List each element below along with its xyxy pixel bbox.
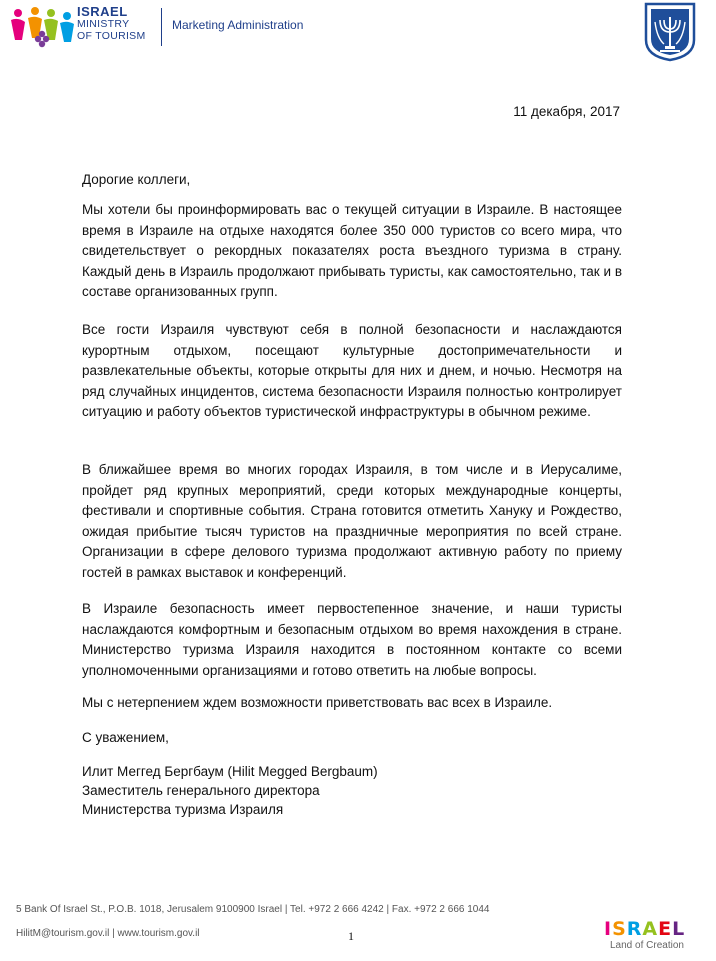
israel-brand-logo xyxy=(604,918,708,958)
header-divider xyxy=(161,8,162,46)
brand-letter: R xyxy=(626,918,643,940)
logo-line-of-tourism: OF TOURISM xyxy=(77,30,146,42)
letter-paragraph: В ближайшее время во многих городах Израиля, в том числе и в Иерусалиме, пройдет ряд крупных мероприятий, среди которых международные концерты, фестивали и спортивные события. Страна готовится отметить Хануку и Рождество, ожидая прибытие тысяч туристов на праздничные мероприятия по всей стране. Организации в сфере делового туризма продолжают активную работу по приему гостей в рамках выставок и конференций. xyxy=(82,462,622,580)
brand-letter: I xyxy=(604,918,613,940)
letter-paragraph: В Израиле безопасность имеет первостепенное значение, и наши туристы наслаждаются комфортным и безопасным отдыхом во время нахождения в стране. Министерство туризма Израиля находится в постоянном контакте со всеми уполномоченными организациями и готово ответить на любые вопросы. xyxy=(82,601,622,678)
brand-letter: S xyxy=(612,918,627,940)
department-name: Marketing Administration xyxy=(172,18,304,32)
letter-date: 11 декабря, 2017 xyxy=(513,104,620,119)
ministry-logo-text xyxy=(77,6,146,42)
letterhead xyxy=(0,0,716,60)
logo-line-israel: ISRAEL xyxy=(77,4,128,19)
footer-contacts: HilitM@tourism.gov.il | www.tourism.gov.il xyxy=(16,928,200,939)
signature-name: Илит Меггед Бергбаум (Hilit Megged Bergbaum) xyxy=(82,764,378,779)
letter-closing: С уважением, xyxy=(82,730,169,745)
letter-paragraph: Все гости Израиля чувствуют себя в полной безопасности и наслаждаются курортным отдыхом, посещают культурные достопримечательности и развлекательные объекты, которые открыты для них и днем, и ночью. Несмотря на ряд случайных инцидентов, система безопасности Израиля полностью контролирует ситуацию и работу объектов туристической инфраструктуры в обычном режиме. xyxy=(82,322,622,419)
brand-letter: L xyxy=(672,918,686,940)
signature-title: Заместитель генерального директора xyxy=(82,783,320,798)
logo-line-ministry: MINISTRY xyxy=(77,18,130,30)
brand-letter: A xyxy=(642,918,659,940)
state-emblem-icon xyxy=(640,0,700,62)
letter-paragraph: Мы хотели бы проинформировать вас о текущей ситуации в Израиле. В настоящее время в Израиле на отдыхе находятся более 350 000 туристов со всего мира, что свидетельствует о рекордных показателях роста въездного туризма в страну. Каждый день в Израиль продолжают прибывать туристы, как самостоятельно, так и в составе организованных групп. xyxy=(82,202,622,299)
signature-organization: Министерства туризма Израиля xyxy=(82,802,284,817)
footer-address: 5 Bank Of Israel St., P.O.B. 1018, Jerusalem 9100900 Israel | Tel. +972 2 666 4242 | Fax. +972 2 666 1044 xyxy=(16,904,490,915)
brand-word xyxy=(604,918,708,940)
letter-paragraph: Мы с нетерпением ждем возможности приветствовать вас всех в Израиле. xyxy=(82,695,553,710)
brand-tagline: Land of Creation xyxy=(610,940,684,951)
ministry-logo-icon xyxy=(8,4,76,48)
page-number: 1 xyxy=(348,929,354,943)
letter-greeting: Дорогие коллеги, xyxy=(82,172,191,187)
brand-letter: E xyxy=(658,918,673,940)
